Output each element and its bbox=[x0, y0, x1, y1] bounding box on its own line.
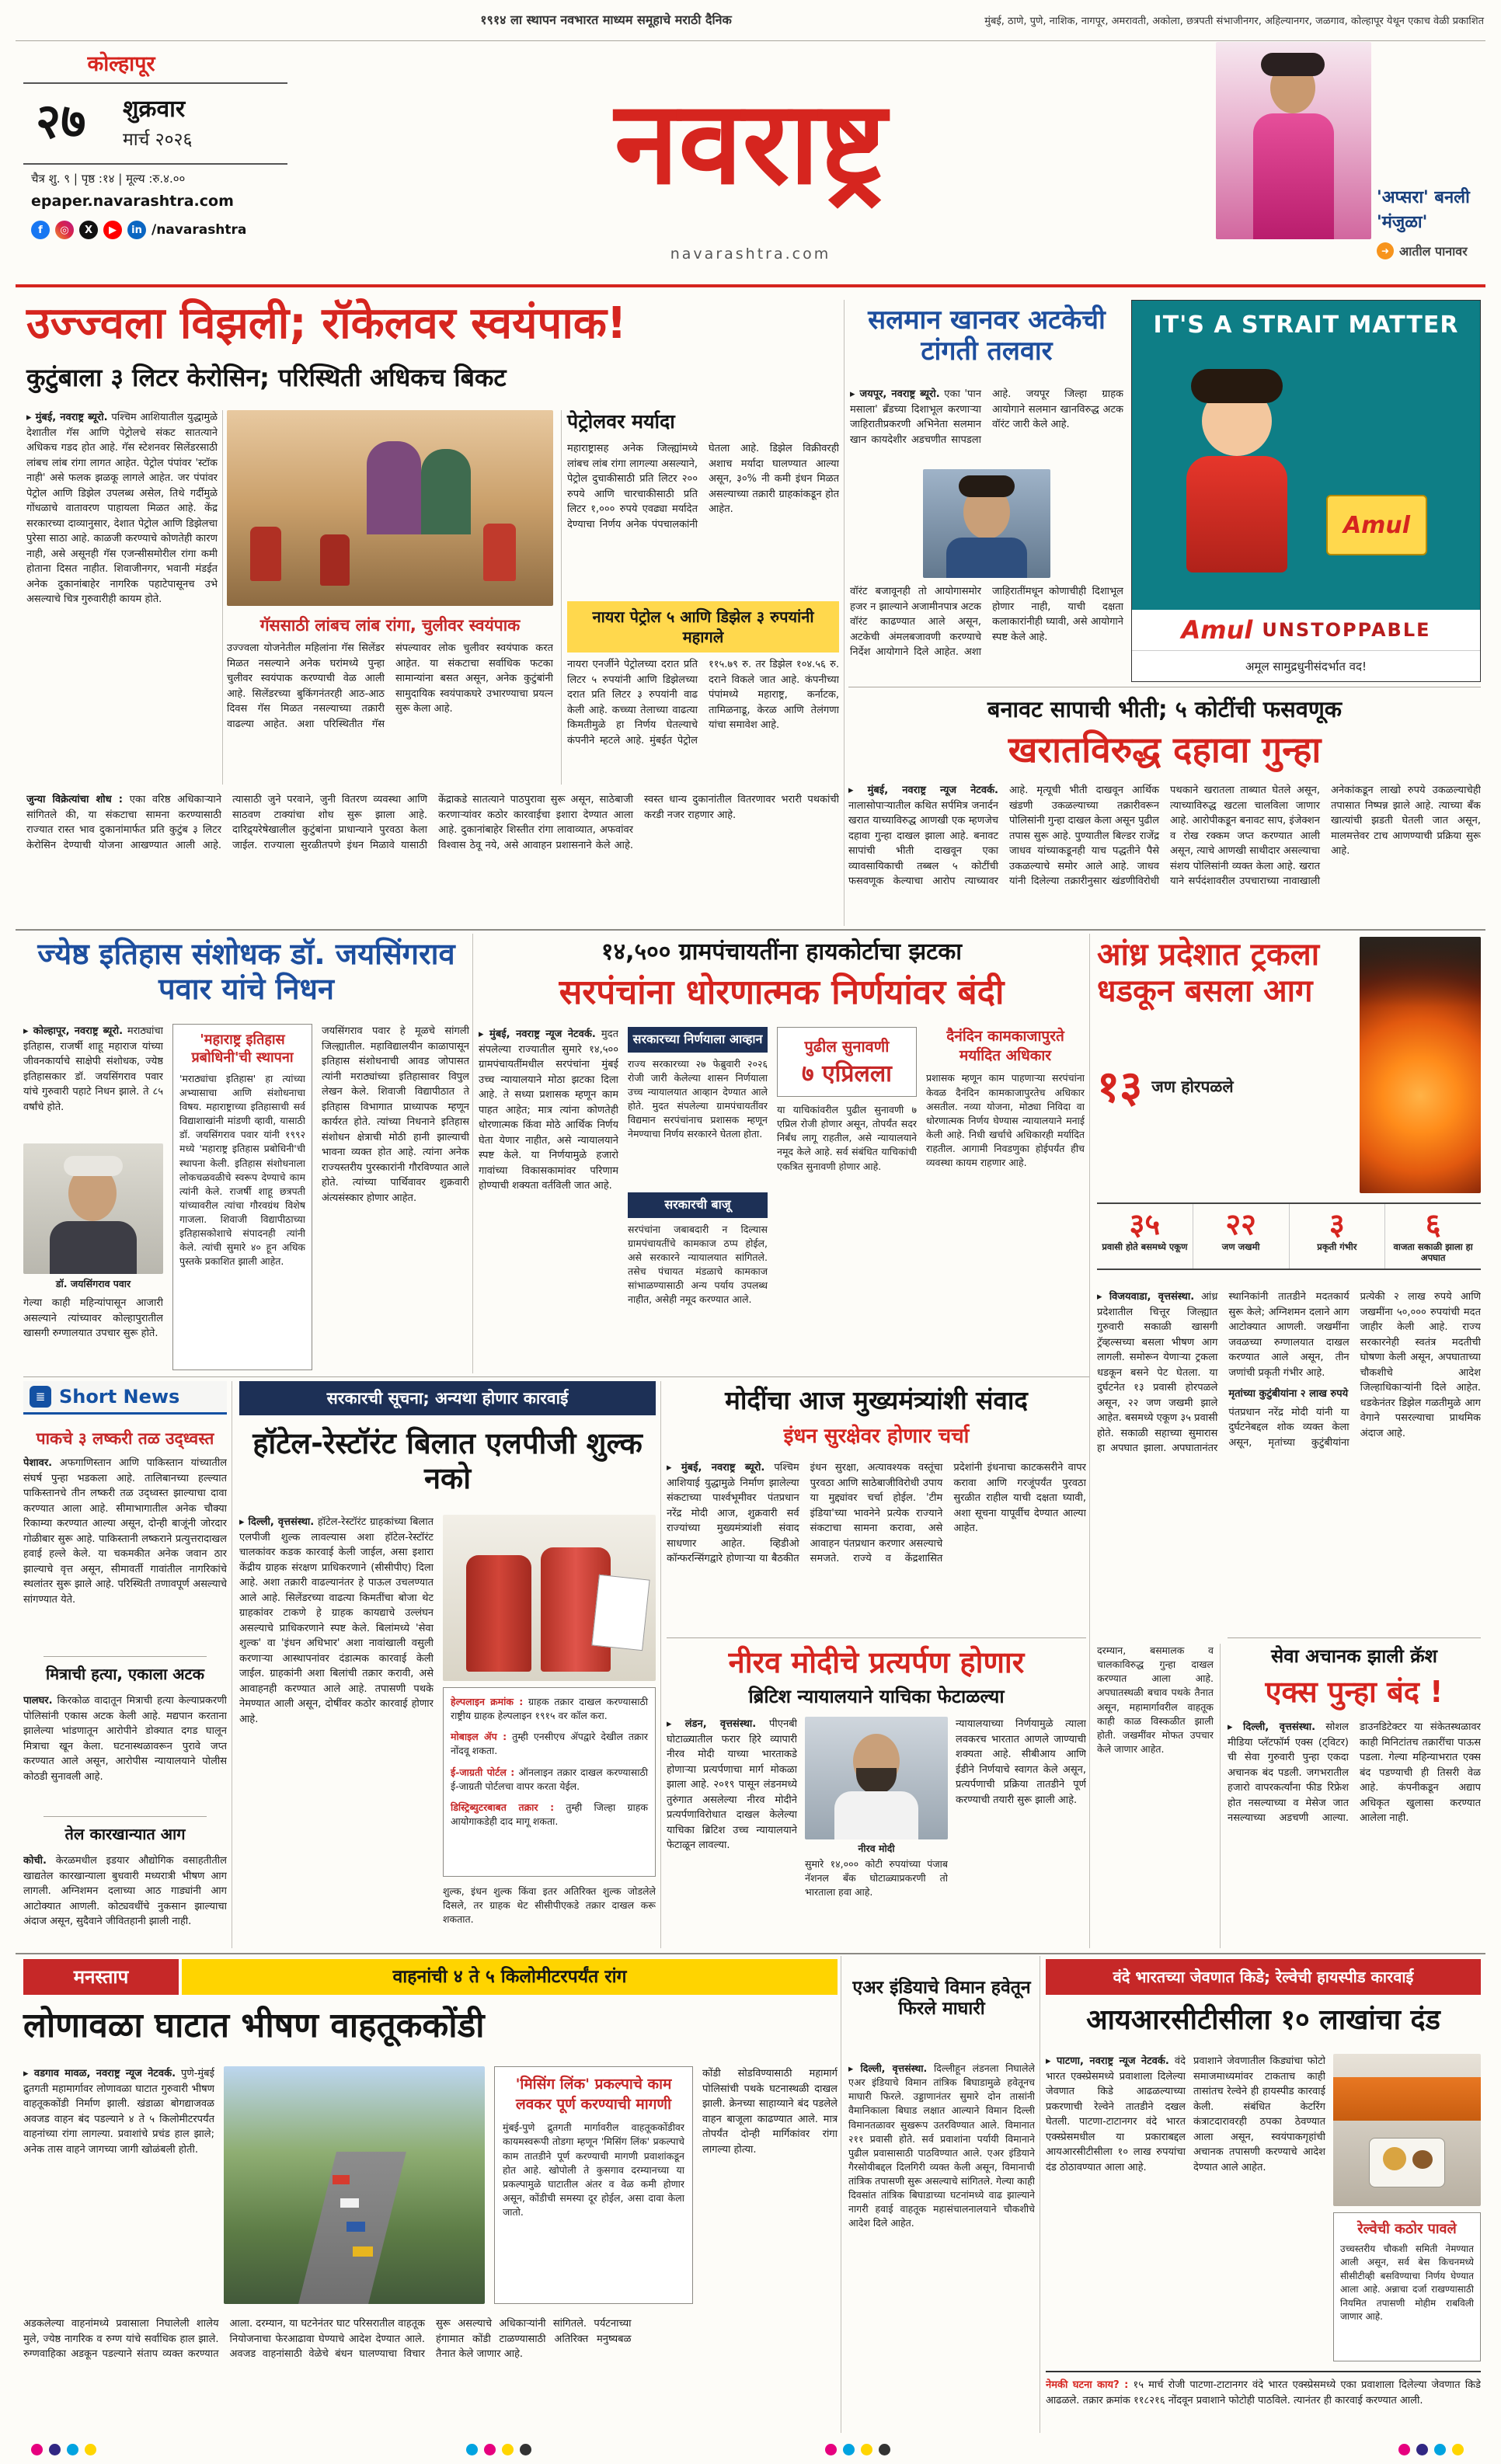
issue-meta: चैत्र शु. ९ | पृष्ठ :१४ | मूल्य :रु.४.०० bbox=[31, 172, 186, 186]
article-kicker: ब्रिटिश न्यायालयाने याचिका फेटाळल्या bbox=[748, 1686, 1005, 1707]
article-body: वॉरंट बजावूनही तो आयोगासमोर हजर न झाल्याने अजामीनपात्र अटक वॉरंट काढण्यात आले असून, अटकेची अंमलबजावणी करण्याचे निर्देश आयोगाने दिले आहेत. अशा जाहिरातींमधून कोणाचीही दिशाभूल होणार नाही, याची दक्षता कलाकारांनीही घ्यावी, असे आयोगाने स्पष्ट केले आहे. bbox=[850, 586, 1123, 658]
person-figure bbox=[367, 441, 421, 534]
article-body: जयसिंगराव पवार हे मूळचे सांगली जिल्ह्यातील. महाविद्यालयीन काळापासून इतिहास संशोधनाची आवड जोपासत त्यांनी मराठ्यांच्या इतिहासावर विपुल लेखन केले. शिवाजी विद्यापीठात ते इतिहास विभागात प्राध्यापक म्हणून कार्यरत होते. त्यांच्या निधनाने इतिहास संशोधन क्षेत्राची मोठी हानी झाल्याची भावना व्यक्त होत आहे. त्यांना अनेक राज्यस्तरीय पुरस्कारांनी गौरविण्यात आले होते. त्यांच्या पार्थिवावर शुक्रवारी अंत्यसंस्कार होणार आहेत. bbox=[322, 1025, 469, 1204]
article-body: ▸ वडगाव मावळ, नवराष्ट्र न्यूज नेटवर्क. पुणे-मुंबई द्रुतगती महामार्गावर लोणावळा घाटात गुरुवारी भीषण वाहतूककोंडी निर्माण झाली. खंडाळा बोगद्याजवळ अवजड वाहन बंद पडल्याने ४ ते ५ किलोमीटरपर्यंत वाहनांच्या रांगा लागल्या. प्रवाशांचे प्रचंड हाल झाले; अनेक तास वाहने जागच्या जागी खोळंबली होती. bbox=[23, 2068, 214, 2156]
lead-headline: उज्ज्वला विझली; रॉकेलवर स्वयंपाक! bbox=[26, 298, 627, 349]
divider bbox=[23, 82, 287, 84]
butter-pack: Amul bbox=[1326, 495, 1427, 555]
lead-subhead: कुटुंबाला ३ लिटर केरोसिन; परिस्थिती अधिकच बिकट bbox=[26, 363, 507, 392]
article-column: नीरव मोदी सुमारे १४,००० कोटी रुपयांच्या पंजाब नॅशनल बँक घोटाळ्याप्रकरणी तो भारताला हवा आहे. bbox=[805, 1717, 948, 1935]
edition-name: कोल्हापूर bbox=[87, 52, 155, 76]
article-body: कोंडी सोडविण्यासाठी महामार्ग पोलिसांची पथके घटनास्थळी दाखल झाली. क्रेनच्या साहाय्याने बंद पडलेले वाहन बाजूला काढण्यात आले. मात्र तोपर्यंत दोन्ही मार्गिकांवर रांगा लागल्या होत्या. bbox=[702, 2068, 838, 2156]
article-body: ▸ दिल्ली, वृत्तसंस्था. हॉटेल-रेस्टॉरंट ग्राहकांच्या बिलात एलपीजी शुल्क लावल्यास अशा हॉटेल-रेस्टॉरंट चालकांवर कडक कारवाई केली जाईल, असा इशारा केंद्रीय ग्राहक संरक्षण प्राधिकरणाने (सीसीपीए) दिला आहे. अशा तक्रारी वाढल्यानंतर हे पाऊल उचलण्यात आले आहे. सिलेंडरच्या वाढत्या किमतींचा बोजा थेट ग्राहकांवर टाकणे हे ग्राहक कायद्याचे उल्लंघन असल्याचे प्राधिकरणाने स्पष्ट केले. बिलांमध्ये 'सेवा शुल्क' वा 'इंधन अधिभार' अशा नावांखाली वसुली करणाऱ्या आस्थापनांवर दंडात्मक कारवाई केली जाईल. ग्राहकांनी अशा बिलांची तक्रार करावी, असे आवाहनही करण्यात आले आहे. तपासणी पथके नेमण्यात आली असून, दोषींवर कठोर कारवाई होणार आहे. bbox=[239, 1516, 434, 1725]
news-item-title: पाकचे ३ लष्करी तळ उद्ध्वस्त bbox=[36, 1429, 214, 1448]
article-body: ▸ जयपूर, नवराष्ट्र ब्यूरो. एका 'पान मसाला' ब्रँडच्या दिशाभूल करणाऱ्या जाहिरातीप्रकरणी अभिनेता सलमान खान कायदेशीर अडचणीत सापडला आहे. जयपूर जिल्हा ग्राहक आयोगाने सलमान खानविरुद्ध अटक वॉरंट जारी केले आहे. bbox=[850, 388, 1123, 446]
dot-violet bbox=[1416, 2444, 1428, 2455]
article-body: ▸ लंडन, वृत्तसंस्था. पीएनबी घोटाळ्यातील फरार हिरे व्यापारी नीरव मोदी याच्या भारताकडे होणाऱ्या प्रत्यर्पणाचा मार्ग मोकळा झाला आहे. २०१९ पासून लंडनमध्ये तुरुंगात असलेल्या नीरव मोदीने प्रत्यर्पणाविरोधात दाखल केलेल्या याचिका ब्रिटिश उच्च न्यायालयाने फेटाळून लावल्या. bbox=[667, 1718, 797, 1851]
fact-strip: नेमकी घटना काय? : १५ मार्च रोजी पाटणा-टाटानगर वंदे भारत एक्स्प्रेसमध्ये एका प्रवाशाला दिलेल्या जेवणात किडे आढळले. तक्रार क्रमांक ११८२१६ नोंदवून प्रवाशाने फोटोही पाठविले. त्यानंतर ही कारवाई करण्यात आली. bbox=[1046, 2371, 1481, 2433]
byline-arrow-icon: ▸ bbox=[23, 1025, 33, 1037]
news-item-body: पालघर. किरकोळ वादातून मित्राची हत्या केल्याप्रकरणी पोलिसांनी एकास अटक केली आहे. मद्यपान करताना झालेल्या भांडणातून आरोपीने डोक्यात दगड घालून मित्राचा खून केला. घटनास्थळावरून पुरावे जप्त करण्यात आले असून, आरोपीस न्यायालयाने पोलीस कोठडी सुनावली आहे. bbox=[23, 1695, 227, 1783]
hair bbox=[959, 475, 1015, 497]
date-day: २७ bbox=[36, 92, 86, 149]
gas-cylinder bbox=[250, 527, 281, 581]
divider bbox=[660, 1381, 661, 1948]
box-title: रेल्वेची कठोर पावले bbox=[1357, 2221, 1457, 2237]
vehicle bbox=[347, 2222, 365, 2232]
article-body: ▸ दिल्ली, वृत्तसंस्था. सोशल मीडिया प्लॅटफॉर्म एक्स (ट्विटर) ची सेवा गुरुवारी पुन्हा एकदा अचानक बंद पडली. जगभरातील हजारो वापरकर्त्यांना फीड रिफ्रेश होत नसल्याच्या व मेसेज जात नसल्याच्या अडचणी आल्या. डाउनडिटेक्टर या संकेतस्थळावर काही मिनिटांतच तक्रारींचा पाऊस पडला. गेल्या महिन्याभरात एक्स बंद पडण्याची ही तिसरी वेळ आहे. कंपनीकडून अद्याप अधिकृत खुलासा करण्यात आलेला नाही. bbox=[1228, 1721, 1481, 1824]
sidebar-box bbox=[172, 1024, 312, 1370]
divider bbox=[16, 40, 1485, 41]
article-band: सरकारची सूचना; अन्यथा होणार कारवाई bbox=[239, 1381, 656, 1415]
pawar-photo bbox=[23, 1143, 163, 1274]
dot-magenta bbox=[825, 2444, 837, 2455]
article-body: ▸ मुंबई, नवराष्ट्र न्यूज नेटवर्क. नालासोपाऱ्यातील कथित सर्पमित्र जनार्दन खरात याच्याविरुद्ध आणखी एक म्हणजेच दहावा गुन्हा दाखल झाला आहे. बनावट सापांची भीती दाखवून एका व्यावसायिकाची तब्बल ५ कोटींची फसवणूक केल्याचा आरोप त्याच्यावर आहे. मृत्यूची भीती दाखवून आर्थिक खंडणी उकळल्याच्या तक्रारीवरून पोलिसांनी गुन्हा दाखल केला असून पुढील तपास सुरू आहे. पुण्यातील बिल्डर राजेंद्र जाधव यांच्याकडूनही याच पद्धतीने पैसे उकळल्याचे समोर आले आहे. जाधव यांनी दिलेल्या तक्रारीनुसार खंडणीविरोधी पथकाने खरातला ताब्यात घेतले असून, त्याच्याविरुद्ध खटला चालविला जाणार आहे. आरोपीकडून बनावट साप, इंजेक्शन व रोख रक्कम जप्त करण्यात आली असून, त्याचे आणखी साथीदार असल्याचा संशय पोलिसांनी व्यक्त केला आहे. खरात याने सर्पदंशावरील उपचाराच्या नावाखाली अनेकांकडून लाखो रुपये उकळल्याचेही तपासात निष्पन्न झाले आहे. त्याच्या बँक खात्यांची झडती घेतली जात असून, मालमत्तेवर टाच आणण्याची प्रक्रिया सुरू आहे. bbox=[848, 785, 1481, 887]
article-kicker: सेवा अचानक झाली क्रॅश bbox=[1271, 1645, 1437, 1667]
byline: मुंबई, नवराष्ट्र ब्यूरो. bbox=[681, 1462, 765, 1474]
byline-arrow-icon: ▸ bbox=[239, 1516, 249, 1528]
divider bbox=[667, 1637, 1086, 1638]
arrow-circle-icon: ➜ bbox=[1377, 242, 1394, 259]
bill-paper bbox=[591, 1575, 650, 1651]
dot-yellow bbox=[1452, 2444, 1464, 2455]
dot-violet bbox=[49, 2444, 61, 2455]
amul-girl-hair bbox=[1191, 369, 1283, 403]
article-headline: नीरव मोदीचे प्रत्यर्पण होणार bbox=[728, 1645, 1025, 1679]
caption-body: उज्ज्वला योजनेतील महिलांना गॅस सिलेंडर मिळत नसल्याने अनेक घरांमध्ये पुन्हा चुलीवर स्वयंपाक करण्याची वेळ आली आहे. सिलेंडरच्या बुकिंगनंतरही आठ-आठ दिवस गॅस मिळत नसल्याच्या तक्रारी वाढल्या आहेत. अशा परिस्थितीत गॅस संपल्यावर लोक चुलीवर स्वयंपाक करत आहेत. या संकटाचा सर्वाधिक फटका सामान्यांना बसत असून, अनेक कुटुंबांनी सामुदायिक स्वयंपाकघरे उभारण्याचा प्रयत्न सुरू केला आहे. bbox=[227, 642, 553, 730]
ad-brand-band bbox=[1132, 610, 1480, 650]
sub-section-title: दैनंदिन कामकाजापुरते मर्यादित अधिकार bbox=[946, 1028, 1064, 1064]
divider bbox=[844, 300, 845, 926]
epaper-link[interactable]: epaper.navarashtra.com bbox=[31, 193, 234, 210]
registration-marks bbox=[825, 2444, 890, 2455]
article-continuation: अडकलेल्या वाहनांमध्ये प्रवासाला निघालेली शालेय मुले, ज्येष्ठ नागरिक व रुग्ण यांचे सर्वाधिक हाल झाले. रुग्णवाहिका अडकून पडल्याने संताप व्यक्त करण्यात आला. दरम्यान, या घटनेनंतर घाट परिसरातील वाहतूक नियोजनाचा फेरआढावा घेण्याचे आदेश देण्यात आले. अवजड वाहनांसाठी वेळेचे बंधन घालण्याचा विचार सुरू असल्याचे अधिकाऱ्यांनी सांगितले. पर्यटनाच्या हंगामात कोंडी टाळण्यासाठी अतिरिक्त मनुष्यबळ तैनात केले जाणार आहे. bbox=[23, 2318, 632, 2360]
byline-arrow-icon: ▸ bbox=[1097, 1291, 1109, 1303]
dot-black bbox=[879, 2444, 890, 2455]
byline-arrow-icon: ▸ bbox=[26, 412, 36, 423]
promo-more[interactable]: ➜ आतील पानावर bbox=[1377, 242, 1468, 259]
kicker-tab: मनस्ताप bbox=[23, 1959, 179, 1995]
sidebar-box bbox=[1333, 2212, 1481, 2361]
box-title: 'महाराष्ट्र इतिहास प्रबोधिनी'ची स्थापना bbox=[191, 1032, 294, 1067]
photo-caption: नीरव मोदी bbox=[858, 1843, 895, 1854]
sub-lead: जुन्या विक्रेत्यांचा शोध : bbox=[26, 794, 123, 806]
gas-queue-photo bbox=[227, 410, 553, 606]
train-band bbox=[1333, 2077, 1481, 2121]
byline: जयपूर, नवराष्ट्र ब्यूरो. bbox=[859, 388, 940, 400]
food-item bbox=[1412, 2150, 1433, 2169]
kicker-band: वाहनांची ४ ते ५ किलोमीटरपर्यंत रांग bbox=[182, 1959, 838, 1995]
stats-row bbox=[1097, 1202, 1481, 1270]
registration-marks bbox=[466, 2444, 531, 2455]
byline: दिल्ली, वृत्तसंस्था. bbox=[248, 1516, 315, 1528]
article-subhead: इंधन सुरक्षेवर होणार चर्चा bbox=[783, 1425, 970, 1448]
article-headline: एक्स पुन्हा बंद ! bbox=[1265, 1675, 1444, 1709]
dot-yellow bbox=[861, 2444, 872, 2455]
news-item-body: कोची. केरळमधील इडयार औद्योगिक वसाहतीतील खाद्यतेल कारखान्याला बुधवारी मध्यरात्री भीषण आग लागली. अग्निशमन दलाच्या आठ गाड्यांनी आग आटोक्यात आणली. कोट्यवधींचे नुकसान झाल्याचा अंदाज असून, सुदैवाने जीवितहानी झाली नाही. bbox=[23, 1855, 227, 1927]
social-row bbox=[31, 221, 246, 239]
byline: लंडन, वृत्तसंस्था. bbox=[684, 1718, 757, 1730]
news-item-body: पेशावर. अफगाणिस्तान आणि पाकिस्तान यांच्यातील संघर्ष पुन्हा भडकला आहे. तालिबानच्या हल्ल्यात पाकिस्तानचे तीन लष्करी तळ उद्ध्वस्त झाल्याचा दावा करण्यात आला आहे. सीमाभागातील अनेक चौक्या रिकाम्या करण्यात आल्या असून, दोन्ही बाजूंनी जोरदार गोळीबार सुरू आहे. पाकिस्तानी लष्कराने प्रत्युत्तरादाखल हवाई हल्ले केले. या चकमकीत अनेक जवान ठार झाल्याचे वृत्त असून, सीमावर्ती गावांतील नागरिकांचे स्थलांतर सुरू झाले आहे. परिस्थिती तणावपूर्ण असल्याचे सांगण्यात येते. bbox=[23, 1457, 227, 1606]
dot-magenta bbox=[31, 2444, 43, 2455]
food-item bbox=[1383, 2147, 1406, 2170]
x-icon[interactable]: X bbox=[79, 221, 98, 239]
next-hearing-box: पुढील सुनावणी ७ एप्रिलला bbox=[777, 1027, 917, 1097]
fact-lead: नेमकी घटना काय? : bbox=[1046, 2379, 1129, 2391]
article-headline: सरपंचांना धोरणात्मक निर्णयांवर बंदी bbox=[559, 973, 1005, 1012]
article-headline: आयआरसीटीसीला १० लाखांचा दंड bbox=[1086, 2004, 1440, 2036]
masthead-title: नवराष्ट्र bbox=[615, 76, 886, 210]
box-body: मुंबई-पुणे द्रुतगती मार्गावरील वाहतूककोंडीवर कायमस्वरूपी तोडगा म्हणून 'मिसिंग लिंक' प्रकल्पाचे काम तातडीने पूर्ण करण्याची मागणी प्रवाशांकडून होत आहे. खोपोली ते कुसगाव दरम्यानच्या या प्रकल्पामुळे घाटातील अंतर व वेळ कमी होणार असून, कोंडीची समस्या दूर होईल, असा दावा केला जातो. bbox=[503, 2121, 684, 2219]
smoke bbox=[1360, 937, 1481, 1007]
article-headline: हॉटेल-रेस्टॉरंट बिलात एलपीजी शुल्क नको bbox=[252, 1426, 643, 1495]
shoulders bbox=[834, 1791, 918, 1839]
article-continuation: जुन्या विक्रेत्यांचा शोध : एका वरिष्ठ अधिकाऱ्याने सांगितले की, या संकटाचा सामना करण्यासाठी राज्यात रास्त भाव दुकानांमार्फत प्रति कुटुंब ३ लिटर केरोसिन देण्याची योजना आखण्यात आली आहे. त्यासाठी जुने परवाने, जुनी वितरण व्यवस्था आणि साठवण टाक्यांचा शोध सुरू झाला आहे. दारिद्र्यरेषेखालील कुटुंबांना प्राधान्याने पुरवठा केला जाईल. राज्याला सुरळीतपणे इंधन मिळावे यासाठी केंद्राकडे सातत्याने पाठपुरावा सुरू असून, साठेबाजी करणाऱ्यांवर कठोर कारवाईचा इशारा देण्यात आला आहे. दुकानांबाहेर शिस्तीत रांगा लावाव्यात, अफवांवर विश्वास ठेवू नये, असे आवाहन प्रशासनाने केले आहे. स्वस्त धान्य दुकानांतील वितरणावर भरारी पथकांची करडी नजर राहणार आहे. bbox=[26, 794, 839, 851]
divider bbox=[44, 1656, 207, 1657]
shoulders bbox=[50, 1221, 137, 1274]
divider bbox=[1228, 1637, 1481, 1638]
vehicle bbox=[333, 2175, 350, 2184]
date-weekday: शुक्रवार bbox=[123, 96, 186, 123]
box-body: 'मराठ्यांचा इतिहास' हा त्यांच्या अभ्यासाचा आणि संशोधनाचा विषय. महाराष्ट्राच्या इतिहासाची सर्व विद्याशाखांनी मांडणी व्हावी, यासाठी डॉ. जयसिंगराव पवार यांनी १९९२ मध्ये 'महाराष्ट्र इतिहास प्रबोधिनी'ची स्थापना केली. इतिहास संशोधनाला लोकचळवळीचे स्वरूप देण्याचे काम त्यांनी केले. राजर्षी शाहू छत्रपती यांच्यावरील त्यांचा गौरवग्रंथ विशेष गाजला. शिवाजी विद्यापीठाच्या इतिहासकोशाचे संपादनही त्यांनी केले. त्यांची सुमारे ४० हून अधिक पुस्तके प्रकाशित झाली आहेत. bbox=[179, 1072, 305, 1268]
article-headline: लोणावळा घाटात भीषण वाहतूककोंडी bbox=[23, 2006, 485, 2045]
stat: ३ प्रकृती गंभीर bbox=[1289, 1204, 1385, 1269]
beard bbox=[856, 1768, 897, 1794]
dot-cyan bbox=[843, 2444, 855, 2455]
dot-yellow bbox=[85, 2444, 96, 2455]
social-handle: /navarashtra bbox=[151, 222, 247, 238]
divider bbox=[222, 410, 223, 785]
byline-arrow-icon: ▸ bbox=[23, 2068, 34, 2079]
byline-arrow-icon: ▸ bbox=[848, 2062, 861, 2074]
train-food-photo bbox=[1333, 2054, 1481, 2206]
article-body: ▸ कोल्हापूर, नवराष्ट्र ब्यूरो. मराठ्यांचा इतिहास, राजर्षी शाहू महाराज यांच्या जीवनकार्याचे साक्षेपी संशोधक, ज्येष्ठ इतिहासकार डॉ. जयसिंगराव पवार यांचे गुरुवारी पहाटे निधन झाले. ते ८५ वर्षांचे होते. bbox=[23, 1025, 163, 1113]
photo-caption: डॉ. जयसिंगराव पवार bbox=[55, 1278, 131, 1289]
byline: मुंबई, नवराष्ट्र न्यूज नेटवर्क. bbox=[867, 785, 998, 796]
edition-tagline: १९१४ ला स्थापन नवभारत माध्यम समूहाचे मराठी दैनिक bbox=[480, 12, 732, 27]
byline-arrow-icon: ▸ bbox=[848, 785, 868, 796]
nirav-photo bbox=[805, 1717, 948, 1839]
vehicle bbox=[340, 2198, 359, 2208]
kicker-band: वंदे भारतच्या जेवणात किडे; रेल्वेची हायस्पीड कारवाई bbox=[1046, 1959, 1481, 1995]
hair bbox=[64, 1156, 123, 1176]
article-column: सरकारच्या निर्णयाला आव्हान राज्य सरकारच्या २७ फेब्रुवारी २०२६ रोजी जारी केलेल्या शासन निर्णयाला उच्च न्यायालयात आव्हान देण्यात आले होते. मुदत संपलेल्या ग्रामपंचायतींवर विद्यमान सरपंचांनाच प्रशासक म्हणून नेमण्याचा निर्णय सरकारने घेतला होता. सरकारची बाजू सरपंचांना जबाबदारी न दिल्यास ग्रामपंचायतींचे कामकाज ठप्प होईल, असे सरकारने न्यायालयात सांगितले. तसेच पंचायत मंडळाचे कामकाज सांभाळण्यासाठी अन्य पर्याय उपलब्ध नाहीत, असेही नमूद करण्यात आले. bbox=[628, 1027, 768, 1345]
dot-magenta bbox=[1398, 2444, 1410, 2455]
masthead-rule bbox=[16, 284, 1485, 287]
sub-section-title: सरकारच्या निर्णयाला आव्हान bbox=[628, 1027, 768, 1053]
byline-arrow-icon: ▸ bbox=[667, 1718, 685, 1730]
facebook-icon[interactable]: f bbox=[31, 221, 50, 239]
divider bbox=[23, 163, 287, 165]
byline: मुंबई, नवराष्ट्र न्यूज नेटवर्क. bbox=[489, 1028, 596, 1040]
traffic-jam-photo bbox=[224, 2066, 485, 2304]
promo-title-2: 'मंजुळा' bbox=[1377, 213, 1428, 232]
badge-label: जण होरपळले bbox=[1151, 1077, 1234, 1097]
news-icon: ≣ bbox=[30, 1386, 51, 1408]
article-body: गेल्या काही महिन्यांपासून आजारी असल्याने त्यांच्यावर कोल्हापुरातील खासगी रुग्णालयात उपचार सुरू होते. bbox=[23, 1297, 163, 1339]
registration-marks bbox=[31, 2444, 96, 2455]
vehicle bbox=[353, 2246, 373, 2257]
article-continuation: दरम्यान, बसमालक व चालकाविरुद्ध गुन्हा दाखल करण्यात आला आहे. अपघातस्थळी बचाव पथके तैनात असून, महामार्गावरील वाहतूक काही काळ विस्कळीत झाली होती. जखमींवर मोफत उपचार केले जाणार आहेत. bbox=[1097, 1644, 1214, 1755]
article-kicker: बनावट सापाची भीती; ५ कोटींची फसवणूक bbox=[987, 696, 1343, 722]
article-body: शुल्क, इंधन शुल्क किंवा इतर अतिरिक्त शुल्क जोडलेले दिसले, तर ग्राहक थेट सीसीपीएकडे तक्रार दाखल करू शकतात. bbox=[443, 1885, 656, 1926]
sidebar-box bbox=[494, 2066, 693, 2304]
section-title: पेट्रोलवर मर्यादा bbox=[567, 410, 675, 433]
food-tray bbox=[1369, 2138, 1445, 2187]
article-column: पुढील सुनावणी ७ एप्रिलला या याचिकांवरील पुढील सुनावणी ७ एप्रिल रोजी होणार असून, तोपर्यंत सदर निर्बंध लागू राहतील, असे न्यायालयाने नमूद केले आहे. सर्व संबंधित याचिकांची एकत्रित सुनावणी होणार आहे. bbox=[777, 1027, 917, 1227]
article-headline: आंध्र प्रदेशात ट्रकला धडकून बसला आग bbox=[1097, 937, 1320, 1010]
divider bbox=[1220, 1644, 1221, 1948]
article-body: ▸ मुंबई, नवराष्ट्र ब्यूरो. पश्चिम आशियाई युद्धामुळे निर्माण झालेल्या संकटाच्या पार्श्वभूमीवर पंतप्रधान नरेंद्र मोदी आज, शुक्रवारी सर्व राज्यांच्या मुख्यमंत्र्यांशी संवाद साधणार आहेत. व्हिडीओ कॉन्फरन्सिंगद्वारे होणाऱ्या या बैठकीत इंधन सुरक्षा, अत्यावश्यक वस्तूंचा पुरवठा आणि साठेबाजीविरोधी उपाय या मुद्द्यांवर चर्चा होईल. 'टीम इंडिया'च्या भावनेने प्रत्येक राज्याने संकटाचा सामना करावा, असे आवाहन पंतप्रधान करणार असल्याचे समजते. राज्ये व केंद्रशासित प्रदेशांनी इंधनाचा काटकसरीने वापर करावा आणि गरजूंपर्यंत पुरवठा सुरळीत राहील याची दक्षता घ्यावी, अशा सूचना यापूर्वीच देण्यात आल्या आहेत. bbox=[667, 1462, 1086, 1564]
byline: दिल्ली, वृत्तसंस्था. bbox=[1242, 1721, 1316, 1733]
article-column: दैनंदिन कामकाजापुरते मर्यादित अधिकार प्रशासक म्हणून काम पाहणाऱ्या सरपंचांना केवळ दैनंदिन कामकाजापुरतेच अधिकार असतील. नव्या योजना, मोठ्या निविदा वा धोरणात्मक निर्णय घेण्यास न्यायालयाने मनाई केली आहे. निधी खर्चाचे अधिकारही मर्यादित राहतील. आगामी निवडणुका होईपर्यंत हीच व्यवस्था कायम राहणार आहे. bbox=[926, 1028, 1085, 1169]
article-body: ▸ दिल्ली, वृत्तसंस्था. दिल्लीहून लंडनला निघालेले एअर इंडियाचे विमान तांत्रिक बिघाडामुळे हवेतूनच माघारी फिरले. उड्डाणानंतर सुमारे दोन तासांनी वैमानिकाला बिघाड लक्षात आल्याने विमान दिल्ली विमानतळावर सुखरूप उतरविण्यात आले. विमानात २११ प्रवासी होते. सर्व प्रवाशांना पर्यायी विमानाने पुढील प्रवासासाठी पाठविण्यात आले. एअर इंडियाने गैरसोयीबद्दल दिलगिरी व्यक्त केली असून, विमानाची तांत्रिक तपासणी सुरू असल्याचे सांगितले. गेल्या काही दिवसांत तांत्रिक बिघाडाच्या घटनांमध्ये वाढ झाल्याने नागरी हवाई वाहतूक महासंचालनालयाने चौकशीचे आदेश दिले आहेत. bbox=[848, 2062, 1035, 2229]
amul-ad bbox=[1131, 300, 1481, 682]
dot-magenta bbox=[484, 2444, 496, 2455]
section-divider bbox=[16, 929, 1485, 931]
person-figure bbox=[421, 449, 471, 534]
byline: पाटणा, नवराष्ट्र न्यूज नेटवर्क. bbox=[1056, 2055, 1169, 2067]
byline: दिल्ली, वृत्तसंस्था. bbox=[860, 2062, 928, 2074]
box-title: 'मिसिंग लिंक' प्रकल्पाचे काम लवकर पूर्ण करण्याची मागणी bbox=[515, 2076, 672, 2113]
date-month-year: मार्च २०२६ bbox=[123, 130, 193, 150]
highlight-body: नायरा एनर्जीने पेट्रोलच्या दरात प्रति लिटर ५ रुपयांनी आणि डिझेलच्या दरात प्रति लिटर ३ रुपयांनी वाढ केली आहे. कच्च्या तेलाच्या वाढत्या किमतीमुळे हा निर्णय घेतल्याचे कंपनीने म्हटले आहे. मुंबईत पेट्रोल ११५.७९ रु. तर डिझेल १०४.५६ रु. दराने विकले जात आहे. कंपनीच्या पंपांमध्ये महाराष्ट्र, कर्नाटक, तामिळनाडू, केरळ आणि तेलंगणा यांचा समावेश आहे. bbox=[567, 659, 839, 747]
article-headline: सलमान खानवर अटकेची टांगती तलवार bbox=[868, 305, 1106, 367]
article-body: न्यायालयाच्या निर्णयामुळे त्याला लवकरच भारतात आणले जाण्याची शक्यता आहे. सीबीआय आणि ईडीने निर्णयाचे स्वागत केले असून, प्रत्यर्पणाची प्रक्रिया तातडीने पूर्ण करण्याची तयारी सुरू झाली आहे. bbox=[956, 1718, 1086, 1806]
publication-cities: मुंबई, ठाणे, पुणे, नाशिक, नागपूर, अमरावती, अकोला, छत्रपती संभाजीनगर, अहिल्यानगर, जळगाव, कोल्हापूर येथून एकाच वेळी प्रकाशित bbox=[984, 16, 1484, 27]
byline: कोल्हापूर, नवराष्ट्र ब्यूरो. bbox=[33, 1025, 124, 1037]
article-headline: खरातविरुद्ध दहावा गुन्हा bbox=[1008, 729, 1322, 771]
caption-title: गॅससाठी लांबच लांब रांगा, चुलीवर स्वयंपाक bbox=[259, 616, 521, 635]
byline-arrow-icon: ▸ bbox=[667, 1462, 681, 1474]
stat: ३५ प्रवासी होते बसमध्ये एकूण bbox=[1102, 1207, 1188, 1252]
article-body: ▸ पाटणा, नवराष्ट्र न्यूज नेटवर्क. वंदे भारत एक्स्प्रेसमध्ये प्रवाशाला दिलेल्या जेवणात किडे आढळल्याच्या प्रकरणाची रेल्वेने तातडीने दखल घेतली. पाटणा-टाटानगर वंदे भारत एक्स्प्रेसमधील या प्रकाराबद्दल आयआरसीटीसीला १० लाख रुपयांचा दंड ठोठावण्यात आला आहे. bbox=[1046, 2055, 1186, 2173]
ad-slogan: UNSTOPPABLE bbox=[1262, 619, 1431, 641]
youtube-icon[interactable]: ▶ bbox=[103, 221, 122, 239]
byline-arrow-icon: ▸ bbox=[479, 1028, 490, 1040]
dot-cyan bbox=[67, 2444, 78, 2455]
promo-title-1: 'अप्सरा' बनली bbox=[1377, 188, 1470, 207]
article-body: प्रवाशाने जेवणातील किड्यांचा फोटो समाजमाध्यमांवर टाकताच काही तासांतच रेल्वेने ही हायस्पीड कारवाई केली. संबंधित केटरिंग कंत्राटदारावरही ठपका ठेवण्यात आला असून, स्वयंपाकगृहांची अचानक तपासणी करण्याचे आदेश देण्यात आले आहेत. bbox=[1193, 2055, 1325, 2173]
lpg-cylinder bbox=[466, 1555, 531, 1672]
help-box: हेल्पलाइन क्रमांक : ग्राहक तक्रार दाखल करण्यासाठी राष्ट्रीय ग्राहक हेल्पलाइन १९१५ वर कॉल करा. मोबाइल ॲप : तुम्ही एनसीएच ॲपद्वारे देखील तक्रार नोंदवू शकता. ई-जाग्रती पोर्टल : ऑनलाइन तक्रार दाखल करण्यासाठी ई-जाग्रती पोर्टलचा वापर करता येईल. डिस्ट्रिब्युटरबाबत तक्रार : तुम्ही जिल्हा ग्राहक आयोगाकडेही दाद मागू शकता. bbox=[443, 1687, 656, 1877]
dot-cyan bbox=[1434, 2444, 1446, 2455]
section-divider bbox=[16, 1953, 1485, 1954]
article-body: ▸ मुंबई, नवराष्ट्र न्यूज नेटवर्क. मुदत संपलेल्या राज्यातील सुमारे १४,५०० ग्रामपंचायतींमधील सरपंचांना मुंबई उच्च न्यायालयाने मोठा झटका दिला आहे. ते सध्या प्रशासक म्हणून काम पाहत आहेत; मात्र त्यांना कोणतेही धोरणात्मक किंवा मोठे आर्थिक निर्णय घेता येणार नाहीत, असे न्यायालयाने स्पष्ट केले. या निर्णयामुळे हजारो गावांच्या विकासकामांवर परिणाम होण्याची शक्यता वर्तविली जात आहे. bbox=[479, 1028, 618, 1192]
divider bbox=[1089, 934, 1090, 1948]
shoulders bbox=[946, 538, 1027, 578]
byline-arrow-icon: ▸ bbox=[1228, 1721, 1243, 1733]
caption-box bbox=[227, 615, 553, 785]
divider bbox=[561, 410, 562, 785]
dot-yellow bbox=[502, 2444, 514, 2455]
salman-photo bbox=[923, 469, 1050, 578]
badge-number: १३ bbox=[1097, 1062, 1143, 1112]
byline: विजयवाडा, वृत्तसंस्था. bbox=[1109, 1291, 1195, 1303]
promo-hair bbox=[1261, 53, 1325, 76]
article-headline: ज्येष्ठ इतिहास संशोधक डॉ. जयसिंगराव पवार यांचे निधन bbox=[37, 937, 455, 1006]
divider bbox=[44, 1816, 207, 1817]
gas-cylinder bbox=[483, 524, 516, 581]
box-body: उच्चस्तरीय चौकशी समिती नेमण्यात आली असून, सर्व बेस किचनमध्ये सीसीटीव्ही बसविण्याचा निर्णय घेण्यात आला आहे. अन्नाचा दर्जा राखण्यासाठी नियमित तपासणी मोहीम राबविली जाणार आहे. bbox=[1340, 2243, 1474, 2322]
article-kicker: १४,५०० ग्रामपंचायतींना हायकोर्टाचा झटका bbox=[601, 938, 963, 966]
sub-section-title: सरकारची बाजू bbox=[628, 1192, 768, 1218]
sub-headline: मृतांच्या कुटुंबीयांना २ लाख रुपये bbox=[1228, 1388, 1349, 1400]
dot-cyan bbox=[466, 2444, 478, 2455]
short-news-title: Short News bbox=[59, 1386, 180, 1408]
promo-sari bbox=[1253, 113, 1334, 239]
registration-marks bbox=[1398, 2444, 1464, 2455]
dot-black bbox=[520, 2444, 531, 2455]
amul-girl-dress bbox=[1186, 456, 1287, 572]
news-item-title: तेल कारखान्यात आग bbox=[64, 1825, 186, 1843]
instagram-icon[interactable]: ◎ bbox=[55, 221, 74, 239]
divider bbox=[472, 934, 473, 1373]
linkedin-icon[interactable]: in bbox=[127, 221, 146, 239]
byline: वडगाव मावळ, नवराष्ट्र न्यूज नेटवर्क. bbox=[33, 2068, 176, 2079]
article-headline: एअर इंडियाचे विमान हवेतून फिरले माघारी bbox=[852, 1978, 1031, 2020]
masthead bbox=[440, 45, 1061, 241]
article-body: ▸ विजयवाडा, वृत्तसंस्था. आंध्र प्रदेशातील चित्तूर जिल्ह्यात गुरुवारी सकाळी खासगी ट्रॅव्हल्सच्या बसला भीषण आग लागली. समोरून येणाऱ्या ट्रकला धडकून बसने पेट घेतला. या दुर्घटनेत १३ प्रवासी होरपळले असून, २२ जण जखमी झाले आहेत. बसमध्ये एकूण ३५ प्रवासी होते. सकाळी सहाच्या सुमारास हा अपघात झाला. अपघातानंतर स्थानिकांनी तातडीने मदतकार्य सुरू केले; अग्निशमन दलाने आग आटोक्यात आणली. जखमींना जवळच्या रुग्णालयात दाखल करण्यात आले असून, तीन जणांची प्रकृती गंभीर आहे. मृतांच्या कुटुंबीयांना २ लाख रुपये पंतप्रधान नरेंद्र मोदी यांनी या दुर्घटनेबद्दल शोक व्यक्त केला असून, मृतांच्या कुटुंबीयांना प्रत्येकी २ लाख रुपये आणि जखमींना ५०,००० रुपयांची मदत जाहीर केली आहे. राज्य सरकारनेही स्वतंत्र मदतीची घोषणा केली असून, अपघाताच्या चौकशीचे आदेश जिल्हाधिकाऱ्यांनी दिले आहेत. धडकेनंतर डिझेल गळतीमुळे आग वेगाने पसरल्याचा प्राथमिक अंदाज आहे. bbox=[1097, 1291, 1481, 1454]
short-news-header bbox=[23, 1381, 227, 1415]
ad-caption: अमूल सामुद्रधुनीसंदर्भात वद! bbox=[1132, 650, 1480, 681]
article-headline: मोदींचा आज मुख्यमंत्र्यांशी संवाद bbox=[725, 1385, 1028, 1415]
highlight-box bbox=[567, 601, 839, 775]
amul-logo: Amul bbox=[1181, 615, 1253, 645]
divider bbox=[23, 1376, 1089, 1377]
article-body: ▸ मुंबई, नवराष्ट्र ब्यूरो. पश्चिम आशियातील युद्धामुळे देशातील गॅस आणि पेट्रोलचे संकट सातत्याने अधिकच गडद होत आहे. गॅस स्टेशनवर सिलेंडरसाठी लांबच लांब रांगा लागत आहेत. पेट्रोल पंपांवर 'स्टॉक नाही' असे फलक झळकू लागले आहेत. जर पंपांवर पेट्रोल आणि डिझेल उपलब्ध असेल, तिथे गर्दीमुळे गोंधळाचे वातावरण पाहायला मिळत आहे. केंद्र सरकारच्या दाव्यानुसार, देशात पेट्रोल आणि डिझेलचा पुरेसा साठा आहे. काळजी करण्याचे कोणतेही कारण नाही, असे असूनही गॅस एजन्सीसमोरील रांगा कमी होताना दिसत नाहीत. शिवाजीनगर, भवानी मंडईत अनेक दुकानांबाहेर नागरिक पहाटेपासूनच उभे असल्याचे चित्र गुरुवारीही कायम होते. bbox=[26, 412, 218, 605]
casualty-badge bbox=[1097, 1062, 1245, 1112]
byline-arrow-icon: ▸ bbox=[850, 388, 860, 400]
gas-cylinder bbox=[320, 534, 350, 586]
promo-actress-photo bbox=[1216, 42, 1371, 239]
bus-fire-photo bbox=[1360, 937, 1481, 1193]
stat: २२ जण जखमी bbox=[1193, 1204, 1289, 1269]
stat: ६ वाजता सकाळी झाला हा अपघात bbox=[1384, 1204, 1481, 1269]
lpg-cylinders-photo bbox=[443, 1515, 656, 1681]
news-item-title: मित्राची हत्या, एकाला अटक bbox=[46, 1665, 204, 1683]
byline-arrow-icon: ▸ bbox=[1046, 2055, 1057, 2067]
ad-headline: IT'S A STRAIT MATTER bbox=[1153, 311, 1459, 339]
section-body: महाराष्ट्रासह अनेक जिल्ह्यांमध्ये लांबच लांब रांगा लागल्या असल्याने, पेट्रोल दुचाकीसाठी प्रति लिटर २०० रुपये आणि चारचाकीसाठी प्रति लिटर १,००० रुपये एवढ्या मर्यादेत देण्याचा निर्णय अनेक पंपचालकांनी घेतला आहे. डिझेल विक्रीवरही अशाच मर्यादा घालण्यात आल्या असून, ३०% नी कमी इंधन मिळत असल्याच्या तक्रारी ग्राहकांकडून होत आहेत. bbox=[567, 443, 839, 531]
masthead-site[interactable]: navarashtra.com bbox=[670, 245, 831, 263]
byline: मुंबई, नवराष्ट्र ब्यूरो. bbox=[35, 412, 108, 423]
highlight-title: नायरा पेट्रोल ५ आणि डिझेल ३ रुपयांनी महागले bbox=[567, 601, 839, 653]
